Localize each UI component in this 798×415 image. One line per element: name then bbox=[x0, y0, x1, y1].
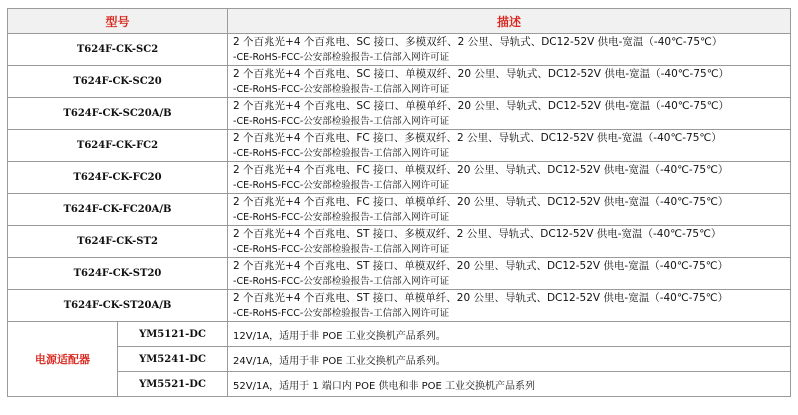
model-cell: T624F-CK-FC20 bbox=[8, 162, 228, 194]
adapter-row bbox=[8, 372, 791, 397]
description-line-1: 2 个百兆光+4 个百兆电、ST 接口、多模双纤、2 公里、导轨式、DC12-52V 供电-宽温（-40℃-75℃） bbox=[233, 227, 722, 240]
description-line-1: 2 个百兆光+4 个百兆电、ST 接口、单模双纤、20 公里、导轨式、DC12-52V 供电-宽温（-40℃-75℃） bbox=[233, 259, 729, 272]
description-line-2: -CE-RoHS-FCC-公安部检验报告-工信部入网许可证 bbox=[233, 211, 450, 223]
description-line-1: 2 个百兆光+4 个百兆电、SC 接口、单模单纤、20 公里、导轨式、DC12-52V 供电-宽温（-40℃-75℃） bbox=[233, 99, 730, 112]
model-column-header: 型号 bbox=[8, 9, 228, 34]
table-row bbox=[8, 258, 791, 290]
description-cell bbox=[228, 130, 791, 162]
adapter-description-cell: 12V/1A，适用于非 POE 工业交换机产品系列。 bbox=[228, 322, 791, 347]
model-cell: T624F-CK-SC20 bbox=[8, 66, 228, 98]
description-line-2: -CE-RoHS-FCC-公安部检验报告-工信部入网许可证 bbox=[233, 243, 450, 255]
description-line-2: -CE-RoHS-FCC-公安部检验报告-工信部入网许可证 bbox=[233, 51, 450, 63]
adapter-row bbox=[8, 322, 791, 347]
power-adapter-label: 电源适配器 bbox=[8, 322, 118, 397]
table-row bbox=[8, 226, 791, 258]
model-cell: T624F-CK-ST2 bbox=[8, 226, 228, 258]
table-body bbox=[8, 9, 791, 397]
adapter-description-cell: 24V/1A，适用于非 POE 工业交换机产品系列。 bbox=[228, 347, 791, 372]
description-column-header: 描述 bbox=[228, 9, 791, 34]
description-cell bbox=[228, 34, 791, 66]
adapter-description-cell: 52V/1A，适用于 1 端口内 POE 供电和非 POE 工业交换机产品系列 bbox=[228, 372, 791, 397]
description-line-1: 2 个百兆光+4 个百兆电、FC 接口、单模双纤、20 公里、导轨式、DC12-52V 供电-宽温（-40℃-75℃） bbox=[233, 163, 729, 176]
description-line-2: -CE-RoHS-FCC-公安部检验报告-工信部入网许可证 bbox=[233, 147, 450, 159]
adapter-model-cell: YM5521-DC bbox=[118, 372, 228, 397]
description-cell bbox=[228, 194, 791, 226]
description-line-2: -CE-RoHS-FCC-公安部检验报告-工信部入网许可证 bbox=[233, 83, 450, 95]
description-cell bbox=[228, 290, 791, 322]
model-cell: T624F-CK-SC2 bbox=[8, 34, 228, 66]
adapter-row bbox=[8, 347, 791, 372]
table-row bbox=[8, 162, 791, 194]
description-cell bbox=[228, 162, 791, 194]
description-cell bbox=[228, 98, 791, 130]
model-cell: T624F-CK-FC20A/B bbox=[8, 194, 228, 226]
description-line-1: 2 个百兆光+4 个百兆电、SC 接口、多模双纤、2 公里、导轨式、DC12-52V 供电-宽温（-40℃-75℃） bbox=[233, 35, 723, 48]
table-row bbox=[8, 34, 791, 66]
table-row bbox=[8, 130, 791, 162]
table-row bbox=[8, 98, 791, 130]
model-cell: T624F-CK-SC20A/B bbox=[8, 98, 228, 130]
table-row bbox=[8, 66, 791, 98]
description-cell bbox=[228, 226, 791, 258]
description-line-2: -CE-RoHS-FCC-公安部检验报告-工信部入网许可证 bbox=[233, 275, 450, 287]
table-row bbox=[8, 194, 791, 226]
description-line-2: -CE-RoHS-FCC-公安部检验报告-工信部入网许可证 bbox=[233, 179, 450, 191]
description-line-1: 2 个百兆光+4 个百兆电、FC 接口、多模双纤、2 公里、导轨式、DC12-52V 供电-宽温（-40℃-75℃） bbox=[233, 131, 722, 144]
description-line-2: -CE-RoHS-FCC-公安部检验报告-工信部入网许可证 bbox=[233, 307, 450, 319]
description-cell bbox=[228, 66, 791, 98]
model-cell: T624F-CK-ST20 bbox=[8, 258, 228, 290]
product-spec-table bbox=[7, 8, 791, 397]
model-cell: T624F-CK-FC2 bbox=[8, 130, 228, 162]
description-cell bbox=[228, 258, 791, 290]
model-cell: T624F-CK-ST20A/B bbox=[8, 290, 228, 322]
table-row bbox=[8, 290, 791, 322]
description-line-1: 2 个百兆光+4 个百兆电、SC 接口、单模双纤、20 公里、导轨式、DC12-52V 供电-宽温（-40℃-75℃） bbox=[233, 67, 730, 80]
adapter-model-cell: YM5121-DC bbox=[118, 322, 228, 347]
description-line-1: 2 个百兆光+4 个百兆电、FC 接口、单模单纤、20 公里、导轨式、DC12-52V 供电-宽温（-40℃-75℃） bbox=[233, 195, 729, 208]
description-line-2: -CE-RoHS-FCC-公安部检验报告-工信部入网许可证 bbox=[233, 115, 450, 127]
header-row bbox=[8, 9, 791, 34]
description-line-1: 2 个百兆光+4 个百兆电、ST 接口、单模单纤、20 公里、导轨式、DC12-52V 供电-宽温（-40℃-75℃） bbox=[233, 291, 729, 304]
adapter-model-cell: YM5241-DC bbox=[118, 347, 228, 372]
